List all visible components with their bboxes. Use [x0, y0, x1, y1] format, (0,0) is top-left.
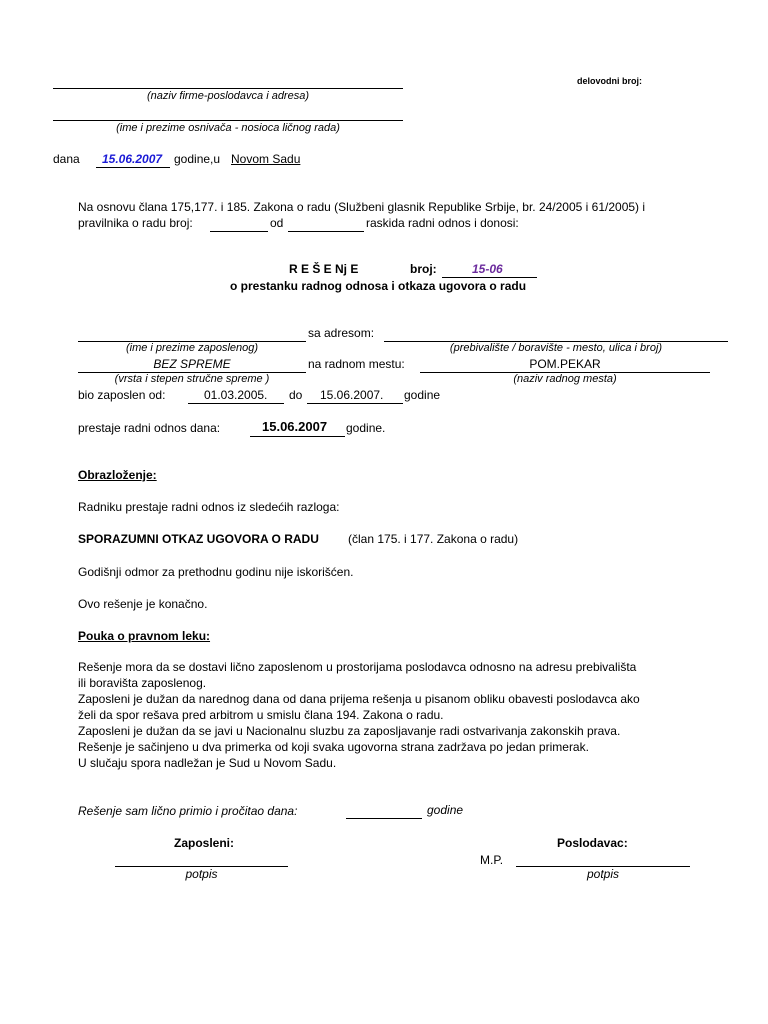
to-date-value: 15.06.2007.	[320, 388, 384, 402]
employee-name-caption: (ime i prezime zaposlenog)	[125, 342, 259, 354]
from-date-value: 01.03.2005.	[204, 388, 268, 402]
intro-line1: Na osnovu člana 175,177. i 185. Zakona o radu (Službeni glasnik Republike Srbije, br. 24/2005 i 61/2005) i	[78, 200, 646, 214]
legal-line: U slučaju spora nadležan je Sud u Novom Sadu.	[78, 756, 337, 770]
to-date-line	[307, 403, 403, 404]
position-caption: (naziv radnog mesta)	[513, 373, 617, 385]
received-text: Rešenje sam lično primio i pročitao dana:	[78, 804, 298, 818]
founder-line	[53, 120, 403, 121]
dana-label: dana	[53, 152, 80, 166]
reasoning-heading: Obrazloženje:	[78, 468, 157, 482]
termination-date: 15.06.2007	[262, 419, 328, 434]
broj-label: broj:	[410, 262, 437, 276]
legal-line: Rešenje mora da se dostavi lično zaposlenom u prostorijama poslodavca odnosno na adresu prebivališta	[78, 660, 637, 674]
delovodni-label: delovodni broj:	[577, 76, 642, 86]
godine-label: godine,u	[174, 152, 221, 166]
employer-potpis-caption: potpis	[586, 867, 620, 881]
position-value: POM.PEKAR	[529, 357, 601, 371]
received-godine: godine	[427, 803, 464, 817]
intro-line2-b: raskida radni odnos i donosi:	[366, 216, 519, 230]
firm-line	[53, 88, 403, 89]
pravilnik-number-line	[210, 231, 268, 232]
from-date-line	[188, 403, 284, 404]
pravilnik-date-line	[288, 231, 364, 232]
legal-line: Zaposleni je dužan da narednog dana od dana prijema rešenja u pisanom obliku obavesti poslodavca ako	[78, 692, 640, 706]
na-radnom-mestu-label: na radnom mestu:	[308, 357, 405, 371]
qualification-caption: (vrsta i stepen stručne spreme )	[114, 373, 270, 385]
legal-line: Zaposleni je dužan da se javi u Nacionalnu sluzbu za zaposljavanje radi ostvarivanja zakonskih prava.	[78, 724, 621, 738]
legal-line: Rešenje je sačinjeno u dva primerka od koji svaka ugovorna strana zadržava po jedan primerak.	[78, 740, 589, 754]
employee-signature-label: Zaposleni:	[174, 836, 235, 850]
termination-label: prestaje radni odnos dana:	[78, 421, 221, 435]
employer-signature-label: Poslodavac:	[557, 836, 628, 850]
document-title: R E Š E Nj E	[289, 262, 359, 276]
address-caption: (prebivalište / boravište - mesto, ulica i broj)	[449, 342, 663, 354]
date-underline	[96, 167, 170, 168]
legal-heading: Pouka o pravnom leku:	[78, 629, 211, 643]
legal-line: ili boravišta zaposlenog.	[78, 676, 207, 690]
qualification-value: BEZ SPREME	[153, 357, 231, 371]
received-date-line	[346, 818, 422, 819]
founder-caption: (ime i prezime osnivača - nosioca ličnog rada)	[116, 122, 340, 134]
termination-godine: godine.	[346, 421, 386, 435]
vacation-text: Godišnji odmor za prethodnu godinu nije iskorišćen.	[78, 565, 354, 579]
sa-adresom-label: sa adresom:	[308, 326, 375, 340]
broj-underline	[442, 277, 537, 278]
place-value: Novom Sadu	[231, 152, 301, 166]
mp-label: M.P.	[480, 853, 504, 867]
final-text: Ovo rešenje je konačno.	[78, 597, 208, 611]
firm-caption: (naziv firme-poslodavca i adresa)	[146, 90, 309, 102]
broj-value: 15-06	[472, 262, 503, 276]
legal-paragraph	[78, 659, 698, 771]
termination-date-line	[250, 436, 345, 437]
intro-od: od	[270, 216, 284, 230]
legal-line: želi da spor rešava pred arbitrom u smislu člana 194. Zakona o radu.	[78, 708, 444, 722]
do-label: do	[289, 388, 303, 402]
reason-bold: SPORAZUMNI OTKAZ UGOVORA O RADU	[78, 532, 319, 546]
employed-label: bio zaposlen od:	[78, 388, 166, 402]
employee-potpis-caption: potpis	[185, 867, 218, 881]
document-subtitle: o prestanku radnog odnosa i otkaza ugovora o radu	[230, 279, 527, 293]
reason-reference: (član 175. i 177. Zakona o radu)	[348, 532, 519, 546]
reasoning-intro: Radniku prestaje radni odnos iz sledećih razloga:	[78, 500, 340, 514]
intro-line2-a: pravilnika o radu broj:	[78, 216, 193, 230]
date-value: 15.06.2007	[102, 152, 163, 166]
godine-label-employed: godine	[404, 388, 441, 402]
